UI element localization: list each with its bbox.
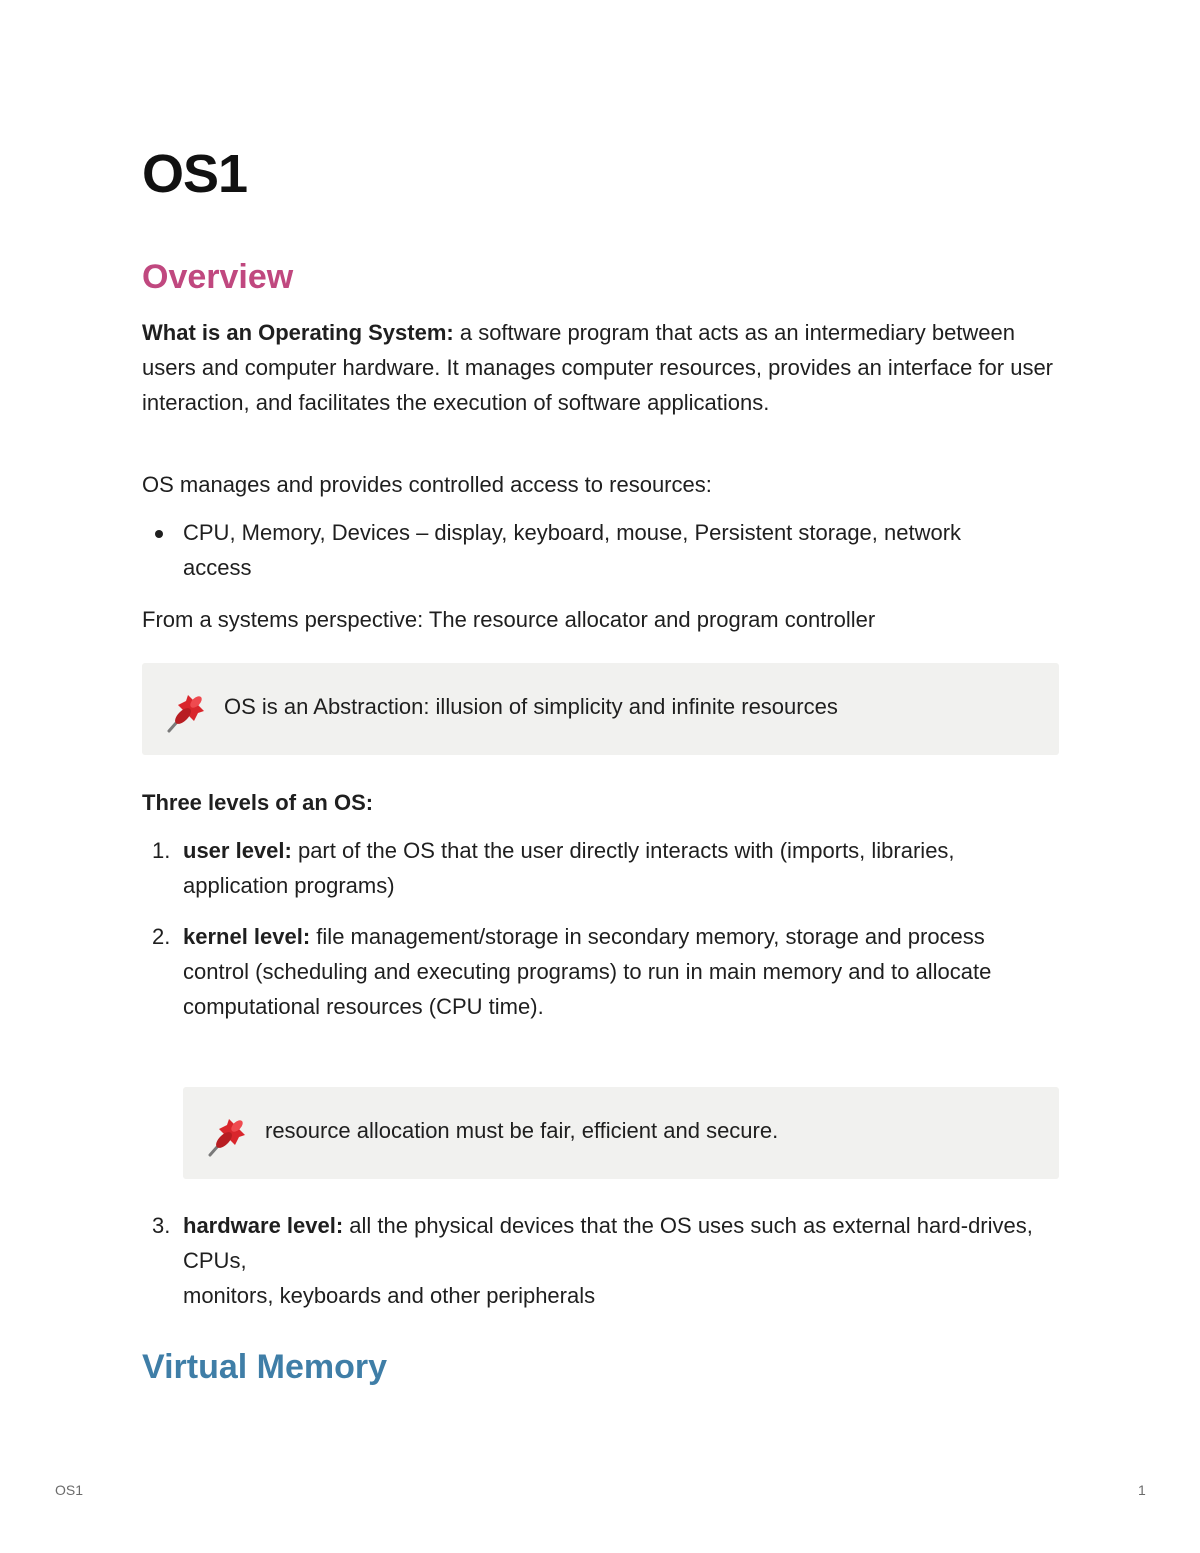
level-label: kernel level: [183, 924, 311, 949]
level-label: hardware level: [183, 1213, 344, 1238]
list-number: 1. [152, 838, 171, 863]
level-description-line1: file management/storage in secondary memory, storage and process [310, 924, 985, 949]
resources-bullet-text: CPU, Memory, Devices – display, keyboard, mouse, Persistent storage, network access [183, 520, 962, 580]
overview-heading: Overview [142, 258, 294, 296]
pushpin-icon [164, 689, 210, 735]
level-description-line2: control (scheduling and executing programs) to run in main memory and to allocate computational resources (CPU time). [183, 959, 992, 1019]
callout-resource-allocation [183, 1087, 1059, 1179]
callout-resource-allocation-text: resource allocation must be fair, efficient and secure. [265, 1118, 779, 1143]
callout-abstraction [142, 663, 1059, 755]
systems-perspective: From a systems perspective: The resource allocator and program controller [142, 607, 876, 632]
pushpin-icon [205, 1113, 251, 1159]
callout-abstraction-text: OS is an Abstraction: illusion of simplicity and infinite resources [224, 694, 838, 719]
list-number: 3. [152, 1213, 171, 1238]
definition-paragraph [142, 315, 1060, 420]
footer-page-number: 1 [1138, 1482, 1146, 1498]
list-item-text [183, 833, 1043, 903]
virtual-memory-heading: Virtual Memory [142, 1348, 388, 1386]
level-description-line1: all the physical devices that the OS uses such as external hard-drives, CPUs, [183, 1213, 1033, 1273]
bullet-dot-icon [155, 530, 163, 538]
footer-doc-title: OS1 [55, 1482, 84, 1498]
resources-intro: OS manages and provides controlled access to resources: [142, 472, 712, 497]
list-number: 2. [152, 924, 171, 949]
definition-label: What is an Operating System: [142, 320, 454, 345]
level-description: part of the OS that the user directly interacts with (imports, libraries, application programs) [183, 838, 955, 898]
levels-heading: Three levels of an OS: [142, 790, 374, 815]
definition-text: a software program that acts as an intermediary between users and computer hardware. It manages computer resources, provides an interface for user interaction, and facilitates the execution of software applications. [142, 320, 1054, 415]
list-item-text [183, 919, 1043, 1024]
level-label: user level: [183, 838, 292, 863]
page-title: OS1 [142, 144, 248, 204]
list-item-text [183, 1208, 1043, 1313]
level-description-line2: monitors, keyboards and other peripherals [183, 1283, 596, 1308]
